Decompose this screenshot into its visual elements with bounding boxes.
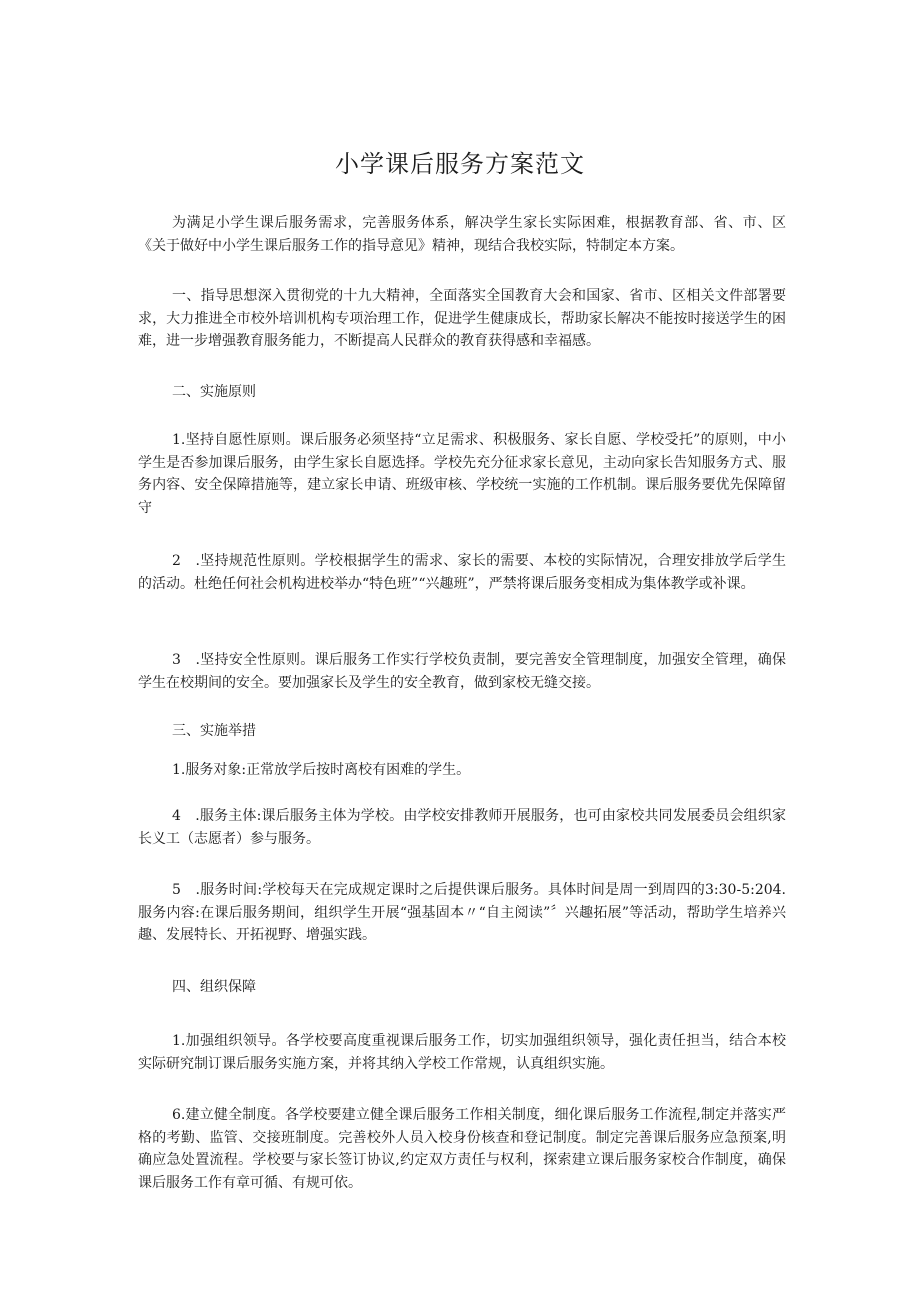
document-title: 小学课后服务方案范文	[335, 150, 585, 179]
intro-paragraph: 为满足小学生课后服务需求，完善服务体系，解决学生家长实际困难，根据教育部、省、市、区《关于做好中小学生课后服务工作的指导意见》精神，现结合我校实际，特制定本方案。	[138, 215, 786, 254]
section-heading-principles: 二、实施原则	[172, 384, 256, 400]
principle-standard-paragraph: 2 .坚持规范性原则。学校根据学生的需求、家长的需要、本校的实际情况，合理安排放学后学生的活动。杜绝任何社会机构进校举办“特色班”“兴趣班”，严禁将课后服务变相成为集体教学或补课。	[138, 553, 786, 592]
measure-target-paragraph: 1.服务对象:正常放学后按时离校有困难的学生。	[172, 762, 471, 778]
guarantee-system-paragraph: 6.建立健全制度。各学校要建立健全课后服务工作相关制度，细化课后服务工作流程,制定并落实严格的考勤、监管、交接班制度。完善校外人员入校身份核查和登记制度。制定完善课后服务应急预案,明确应急处置流程。学校要与家长签订协议,约定双方责任与权利，探索建立课后服务家校合作制度，确保课后服务工作有章可循、有规可依。	[138, 1107, 786, 1191]
principle-safety-paragraph: 3 .坚持安全性原则。课后服务工作实行学校负责制，要完善安全管理制度，加强安全管理，确保学生在校期间的安全。要加强家长及学生的安全教育，做到家校无缝交接。	[138, 652, 786, 691]
measure-time-paragraph: 5 .服务时间:学校每天在完成规定课时之后提供课后服务。具体时间是周一到周四的3:30-5:204.服务内容:在课后服务期间，组织学生开展“强基固本〃“自主阅读”〞兴趣拓展”等活动，帮助学生培养兴趣、发展特长、开拓视野、增强实践。	[138, 882, 786, 943]
measure-subject-paragraph: 4 .服务主体:课后服务主体为学校。由学校安排教师开展服务，也可由家校共同发展委员会组织家长义工（志愿者）参与服务。	[138, 808, 786, 847]
section-heading-measures: 三、实施举措	[172, 723, 256, 739]
guiding-ideology-paragraph: 一、指导思想深入贯彻党的十九大精神，全面落实全国教育大会和国家、省市、区相关文件部署要求，大力推进全市校外培训机构专项治理工作，促进学生健康成长，帮助家长解决不能按时接送学生的困难，进一步增强教育服务能力，不断提高人民群众的教育获得感和幸福感。	[138, 288, 786, 349]
guarantee-leadership-paragraph: 1.加强组织领导。各学校要高度重视课后服务工作，切实加强组织领导，强化责任担当，结合本校实际研究制订课后服务实施方案，并将其纳入学校工作常规，认真组织实施。	[138, 1033, 786, 1072]
principle-voluntary-paragraph: 1.坚持自愿性原则。课后服务必须坚持“立足需求、积极服务、家长自愿、学校受托”的原则，中小学生是否参加课后服务，由学生家长自愿选择。学校先充分征求家长意见，主动向家长告知服务方式、服务内容、安全保障措施等，建立家长申请、班级审核、学校统一实施的工作机制。课后服务要优先保障留守	[138, 432, 786, 516]
section-heading-guarantee: 四、组织保障	[172, 979, 256, 995]
